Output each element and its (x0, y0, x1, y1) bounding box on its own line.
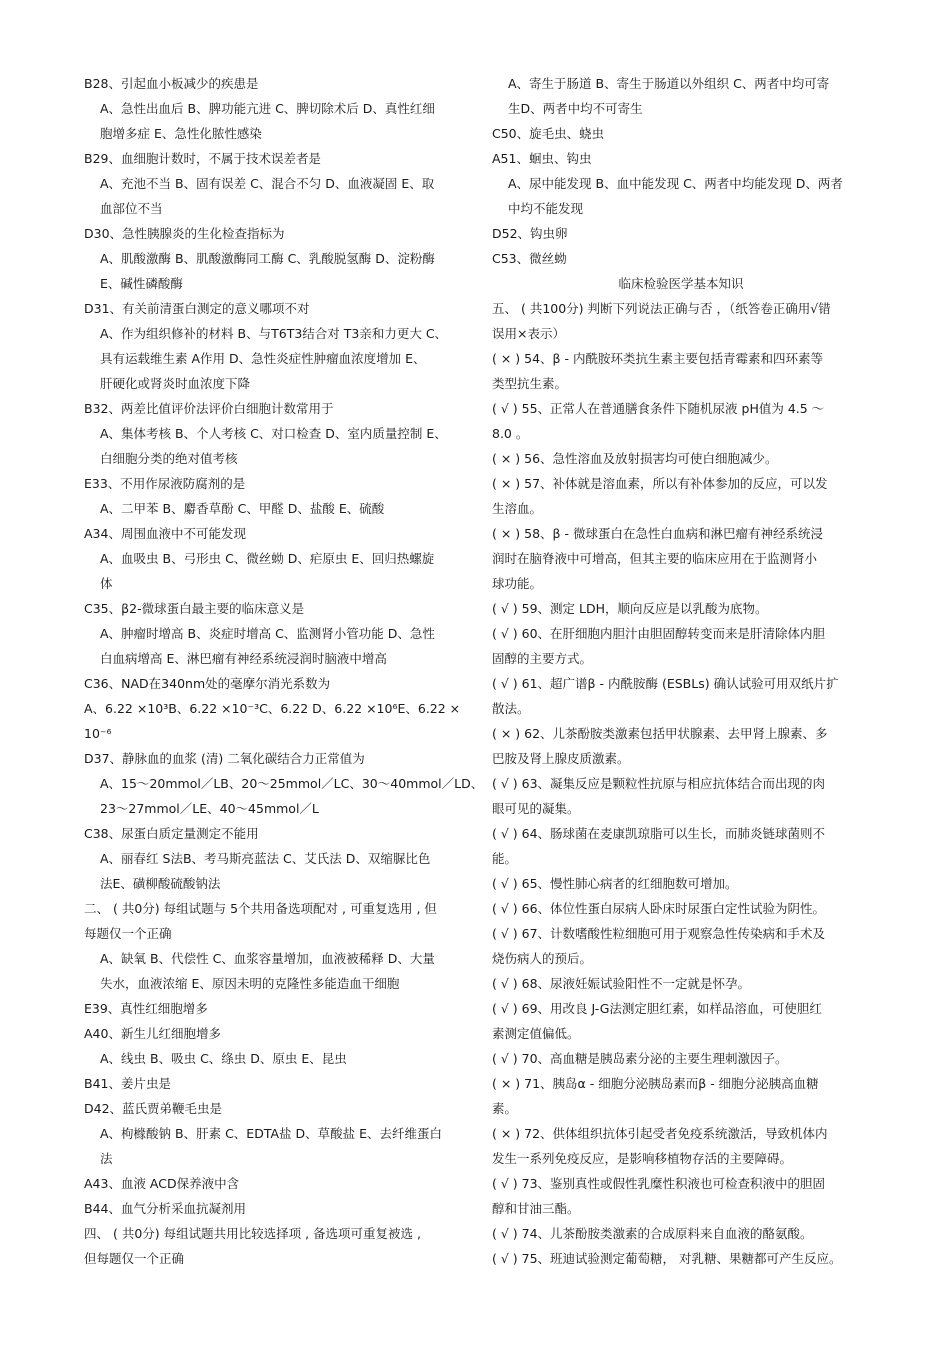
right-text-line: A51、蛔虫、钩虫 (492, 151, 592, 166)
right-text-line: 散法。 (492, 701, 530, 716)
left-text-line: A、集体考核 B、个人考核 C、对口检查 D、室内质量控制 E、 (100, 426, 447, 441)
right-text-line: 发生一系列免疫反应，是影响移植物存活的主要障碍。 (492, 1151, 793, 1166)
right-text-line: A、寄生于肠道 B、寄生于肠道以外组织 C、两者中均可寄 (508, 76, 830, 91)
right-text-line: 五、 ( 共100分) 判断下列说法正确与否 ，（纸答卷正确用√错 (492, 301, 831, 316)
right-text-line: 中均不能发现 (508, 201, 584, 216)
left-text-line: C36、NAD在340nm处的毫摩尔消光系数为 (84, 676, 331, 691)
left-text-line: B44、血气分析采血抗凝剂用 (84, 1201, 246, 1216)
right-text-line: 生溶血。 (492, 501, 543, 516)
left-text-line: 胞增多症 E、急性化脓性感染 (100, 126, 262, 141)
right-text-line: A、尿中能发现 B、血中能发现 C、两者中均能发现 D、两者 (508, 176, 843, 191)
left-text-line: A、充池不当 B、固有误差 C、混合不匀 D、血液凝固 E、取 (100, 176, 435, 191)
left-text-line: A40、新生儿红细胞增多 (84, 1026, 221, 1041)
right-text-line: 巴胺及肾上腺皮质激素。 (492, 751, 630, 766)
left-text-line: C35、β2-微球蛋白最主要的临床意义是 (84, 601, 305, 616)
right-text-line: 误用×表示） (492, 326, 565, 341)
right-text-line: 类型抗生素。 (492, 376, 568, 391)
left-text-line: 具有运载维生素 A作用 D、急性炎症性肿瘤血浓度增加 E、 (100, 351, 426, 366)
right-text-line: C50、旋毛虫、蛲虫 (492, 126, 605, 141)
right-text-line: ( × ) 58、β - 微球蛋白在急性白血病和淋巴瘤有神经系统浸 (492, 526, 823, 541)
left-text-line: 每题仅一个正确 (84, 926, 172, 941)
left-text-line: A、急性出血后 B、脾功能亢进 C、脾切除术后 D、真性红细 (100, 101, 435, 116)
left-text-line: A43、血液 ACD保养液中含 (84, 1176, 240, 1191)
left-text-line: A、枸橼酸钠 B、肝素 C、EDTA盐 D、草酸盐 E、去纤维蛋白 (100, 1126, 443, 1141)
right-text-line: 眼可见的凝集。 (492, 801, 580, 816)
right-text-line: ( × ) 62、儿茶酚胺类激素包括甲状腺素、去甲肾上腺素、多 (492, 726, 828, 741)
right-text-line: ( √ ) 60、在肝细胞内胆汁由胆固醇转变而来是肝清除体内胆 (492, 626, 826, 641)
right-text-line: ( √ ) 59、测定 LDH，顺向反应是以乳酸为底物。 (492, 601, 768, 616)
left-text-line: E39、真性红细胞增多 (84, 1001, 208, 1016)
left-text-line: 法 (100, 1151, 113, 1166)
left-text-line: B41、姜片虫是 (84, 1076, 171, 1091)
left-text-line: 体 (100, 576, 113, 591)
right-text-line: 生D、两者中均不可寄生 (508, 101, 643, 116)
right-text-line: D52、钩虫卵 (492, 226, 568, 241)
left-text-line: 肝硬化或肾炎时血浓度下降 (100, 376, 251, 391)
left-text-line: 失水，血液浓缩 E、原因未明的克隆性多能造血干细胞 (100, 976, 400, 991)
right-text-line: 润时在脑脊液中可增高，但其主要的临床应用在于监测肾小 (492, 551, 818, 566)
right-text-line: C53、微丝蚴 (492, 251, 567, 266)
left-text-line: 23～27mmol／LE、40～45mmol／L (100, 801, 319, 816)
left-text-line: B32、两差比值评价法评价白细胞计数常用于 (84, 401, 334, 416)
left-text-line: 10⁻⁶ (84, 726, 112, 741)
right-text-line: ( √ ) 75、班迪试验测定葡萄糖， 对乳糖、果糖都可产生反应。 (492, 1251, 842, 1266)
left-text-line: D37、静脉血的血浆 (清) 二氧化碳结合力正常值为 (84, 751, 365, 766)
right-text-line: ( √ ) 55、正常人在普通膳食条件下随机尿液 pH值为 4.5 ～ (492, 401, 825, 416)
left-text-line: A、肿瘤时增高 B、炎症时增高 C、监测肾小管功能 D、急性 (100, 626, 435, 641)
left-text-line: D42、蓝氏贾弟鞭毛虫是 (84, 1101, 223, 1116)
right-text-line: ( √ ) 65、慢性肺心病者的红细胞数可增加。 (492, 876, 738, 891)
left-text-line: D31、有关前清蛋白测定的意义哪项不对 (84, 301, 310, 316)
right-text-line: 8.0 。 (492, 426, 529, 441)
left-text-line: 白血病增高 E、淋巴瘤有神经系统浸润时脑液中增高 (100, 651, 387, 666)
right-text-line: ( × ) 57、补体就是溶血素，所以有补体参加的反应，可以发 (492, 476, 828, 491)
left-text-line: E、碱性磷酸酶 (100, 276, 183, 291)
left-text-line: A、线虫 B、吸虫 C、绦虫 D、原虫 E、昆虫 (100, 1051, 347, 1066)
left-text-line: 二、 ( 共0分) 每组试题与 5个共用备选项配对 , 可重复选用 , 但 (84, 901, 437, 916)
left-column (84, 71, 484, 1271)
right-text-line: 能。 (492, 851, 518, 866)
right-text-line: 素测定值偏低。 (492, 1026, 580, 1041)
left-text-line: 但每题仅一个正确 (84, 1251, 185, 1266)
right-text-line: 素。 (492, 1101, 518, 1116)
left-text-line: A、15～20mmol／LB、20～25mmol／LC、30～40mmol／LD、 (100, 776, 484, 791)
left-text-line: E33、不用作尿液防腐剂的是 (84, 476, 246, 491)
left-text-line: A、肌酸激酶 B、肌酸激酶同工酶 C、乳酸脱氢酶 D、淀粉酶 (100, 251, 435, 266)
right-text-line: ( √ ) 69、用改良 J-G法测定胆红素，如样品溶血，可使胆红 (492, 1001, 822, 1016)
left-text-line: A、缺氧 B、代偿性 C、血浆容量增加，血液被稀释 D、大量 (100, 951, 435, 966)
left-text-line: D30、急性胰腺炎的生化检查指标为 (84, 226, 285, 241)
left-text-line: A、二甲苯 B、麝香草酚 C、甲醛 D、盐酸 E、硫酸 (100, 501, 385, 516)
right-column (492, 71, 870, 1271)
right-text-line: ( √ ) 73、鉴别真性或假性乳糜性积液也可检查积液中的胆固 (492, 1176, 826, 1191)
left-text-line: 法E、磺柳酸硫酸钠法 (100, 876, 221, 891)
left-text-line: C38、尿蛋白质定量测定不能用 (84, 826, 259, 841)
left-text-line: B29、血细胞计数时，不属于技术误差者是 (84, 151, 321, 166)
right-text-line: 醇和甘油三酯。 (492, 1201, 580, 1216)
right-text-line: 球功能。 (492, 576, 543, 591)
right-text-line: ( × ) 54、β - 内酰胺环类抗生素主要包括青霉素和四环素等 (492, 351, 823, 366)
left-text-line: 白细胞分类的绝对值考核 (100, 451, 238, 466)
left-text-line: A、6.22 ×10³B、6.22 ×10⁻³C、6.22 D、6.22 ×10⁶E、6.22 × (84, 701, 461, 716)
right-text-line: 固醇的主要方式。 (492, 651, 593, 666)
left-text-line: 四、 ( 共0分) 每组试题共用比较选择项 , 备选项可重复被选 , (84, 1226, 421, 1241)
right-text-line: ( × ) 56、急性溶血及放射损害均可使白细胞减少。 (492, 451, 778, 466)
right-text-line: ( × ) 71、胰岛α - 细胞分泌胰岛素而β - 细胞分泌胰高血糖 (492, 1076, 819, 1091)
right-text-line: ( √ ) 66、体位性蛋白尿病人卧床时尿蛋白定性试验为阴性。 (492, 901, 826, 916)
left-text-line: 血部位不当 (100, 201, 163, 216)
right-text-line: 烧伤病人的预后。 (492, 951, 593, 966)
left-text-line: A34、周围血液中不可能发现 (84, 526, 246, 541)
left-text-line: A、血吸虫 B、弓形虫 C、微丝蚴 D、疟原虫 E、回归热螺旋 (100, 551, 435, 566)
right-text-line: ( √ ) 67、计数嗜酸性粒细胞可用于观察急性传染病和手术及 (492, 926, 826, 941)
right-text-line: ( √ ) 64、肠球菌在麦康凯琼脂可以生长，而肺炎链球菌则不 (492, 826, 826, 841)
right-text-line: ( × ) 72、供体组织抗体引起受者免疫系统激活，导致机体内 (492, 1126, 828, 1141)
right-text-line: ( √ ) 68、尿液妊娠试验阳性不一定就是怀孕。 (492, 976, 751, 991)
right-text-line: ( √ ) 63、凝集反应是颗粒性抗原与相应抗体结合而出现的肉 (492, 776, 826, 791)
right-text-line: ( √ ) 61、超广谱β - 内酰胺酶 (ESBLs) 确认试验可用双纸片扩 (492, 676, 839, 691)
left-text-line: A、丽春红 S法B、考马斯亮蓝法 C、艾氏法 D、双缩脲比色 (100, 851, 431, 866)
right-text-line: 临床检验医学基本知识 (618, 276, 744, 291)
right-text-line: ( √ ) 70、高血糖是胰岛素分泌的主要生理刺激因子。 (492, 1051, 788, 1066)
left-text-line: B28、引起血小板减少的疾患是 (84, 76, 259, 91)
left-text-line: A、作为组织修补的材料 B、与T6T3结合对 T3亲和力更大 C、 (100, 326, 448, 341)
right-text-line: ( √ ) 74、儿茶酚胺类激素的合成原料来自血液的酪氨酸。 (492, 1226, 813, 1241)
